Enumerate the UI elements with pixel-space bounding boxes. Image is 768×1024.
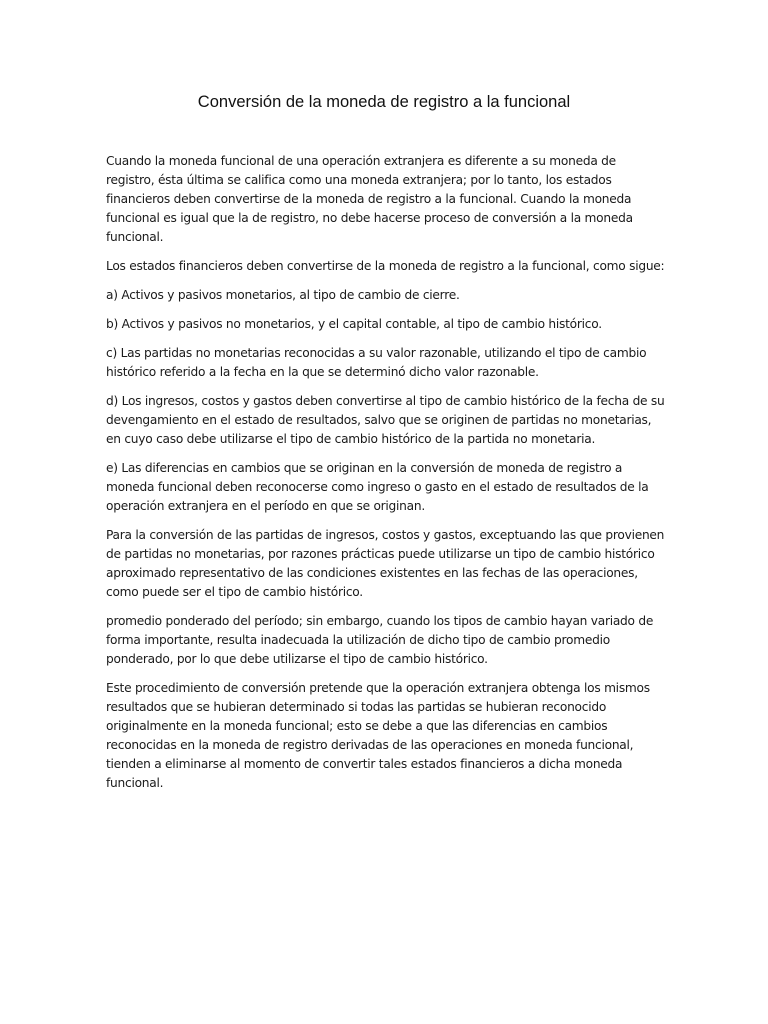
- list-item-b: b) Activos y pasivos no monetarios, y el capital contable, al tipo de cambio histórico.: [106, 317, 602, 331]
- paragraph-conversion-rules: Los estados financieros deben convertirse de la moneda de registro a la funcional, como sigue:: [106, 259, 665, 273]
- document-title: Conversión de la moneda de registro a la funcional: [197, 93, 571, 111]
- paragraph-intro: Cuando la moneda funcional de una operación extranjera es diferente a su moneda de registro, ésta última se califica como una moneda extranjera; por lo tanto, los estados financieros deben convertirse de la moneda de registro a la funcional. Cuando la moneda funcional es igual que la de registro, no debe hacerse proceso de conversión a la moneda funcional.: [106, 154, 633, 244]
- paragraph-weighted-average: promedio ponderado del período; sin embargo, cuando los tipos de cambio hayan variado de forma importante, resulta inadecuada la utilización de dicho tipo de cambio promedio ponderado, por lo que debe utilizarse el tipo de cambio histórico.: [106, 614, 654, 666]
- list-item-a: a) Activos y pasivos monetarios, al tipo de cambio de cierre.: [106, 288, 460, 302]
- document-body: [106, 152, 666, 803]
- list-item-d: d) Los ingresos, costos y gastos deben convertirse al tipo de cambio histórico de la fecha de su devengamiento en el estado de resultados, salvo que se originen de partidas no monetarias, en cuyo caso debe utilizarse el tipo de cambio histórico de la partida no monetaria.: [106, 394, 665, 446]
- paragraph-procedure: Este procedimiento de conversión pretende que la operación extranjera obtenga los mismos resultados que se hubieran determinado si todas las partidas se hubieran reconocido originalmente en la moneda funcional; esto se debe a que las diferencias en cambios reconocidas en la moneda de registro derivadas de las operaciones en moneda funcional, tienden a eliminarse al momento de convertir tales estados financieros a dicha moneda funcional.: [106, 681, 650, 790]
- list-item-c: c) Las partidas no monetarias reconocidas a su valor razonable, utilizando el tipo de cambio histórico referido a la fecha en la que se determinó dicho valor razonable.: [106, 346, 647, 379]
- list-item-e: e) Las diferencias en cambios que se originan en la conversión de moneda de registro a moneda funcional deben reconocerse como ingreso o gasto en el estado de resultados de la operación extranjera en el período en que se originan.: [106, 461, 649, 513]
- paragraph-practical-rate: Para la conversión de las partidas de ingresos, costos y gastos, exceptuando las que provienen de partidas no monetarias, por razones prácticas puede utilizarse un tipo de cambio histórico aproximado representativo de las condiciones existentes en las fechas de las operaciones, como puede ser el tipo de cambio histórico.: [106, 528, 665, 599]
